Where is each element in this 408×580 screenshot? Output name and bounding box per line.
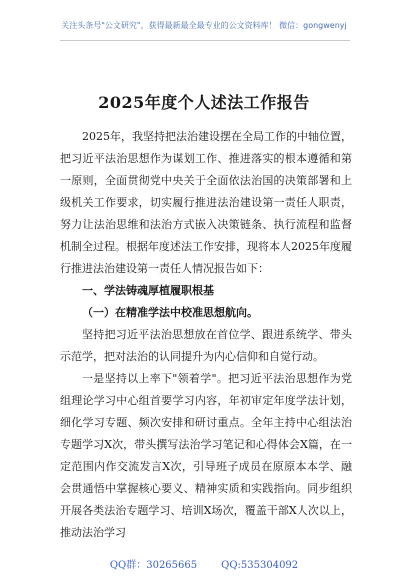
header-divider xyxy=(60,40,350,41)
body-paragraph-1: 坚持把习近平法治思想放在首位学、跟进系统学、带头示范学，把对法治的认同提升为内心信仰和自觉行动。 xyxy=(60,328,352,363)
qq-contact-text: QQ:535304092 xyxy=(221,560,299,571)
page-footer xyxy=(0,556,408,571)
section-heading: 一、学法铸魂厚植履职根基 xyxy=(82,284,214,297)
subsection-heading: （一）在精准学法中校准思想航向。 xyxy=(82,306,258,319)
qq-group-text: QQ群：30265665 xyxy=(109,560,198,571)
document-body xyxy=(60,126,352,544)
header-note: 关注头条号"公文研究"，获得最新最全最专业的公文资料库！ 微信：gongwenyj xyxy=(61,21,347,30)
page-header xyxy=(0,0,408,52)
intro-paragraph: 2025年，我坚持把法治建设摆在全局工作的中轴位置，把习近平法治思想作为谋划工作、推进落实的根本遵循和第一原则，全面贯彻党中央关于全面依法治国的决策部署和上级机关工作要求，切实履行推进法治建设第一责任人职责，努力让法治思维和法治方式嵌入决策链条、执行流程和监督机制全过程。根据年度述法工作安排，现将本人2025年度履行推进法治建设第一责任人情况报告如下： xyxy=(60,130,352,275)
document-title: 2025年度个人述法工作报告 xyxy=(98,93,310,112)
body-paragraph-2: 一是坚持以上率下"领着学"。把习近平法治思想作为党组理论学习中心组首要学习内容，年初审定年度学法计划，细化学习专题、频次安排和研讨重点。全年主持中心组法治专题学习X次，带头撰写法治学习笔记和心得体会X篇，在一定范围内作交流发言X次，引导班子成员在原原本本学、融会贯通悟中掌握核心要义、精神实质和实践指向。同步组织开展各类法治专题学习、培训X场次，覆盖干部X人次以上，推动法治学习 xyxy=(60,372,352,539)
